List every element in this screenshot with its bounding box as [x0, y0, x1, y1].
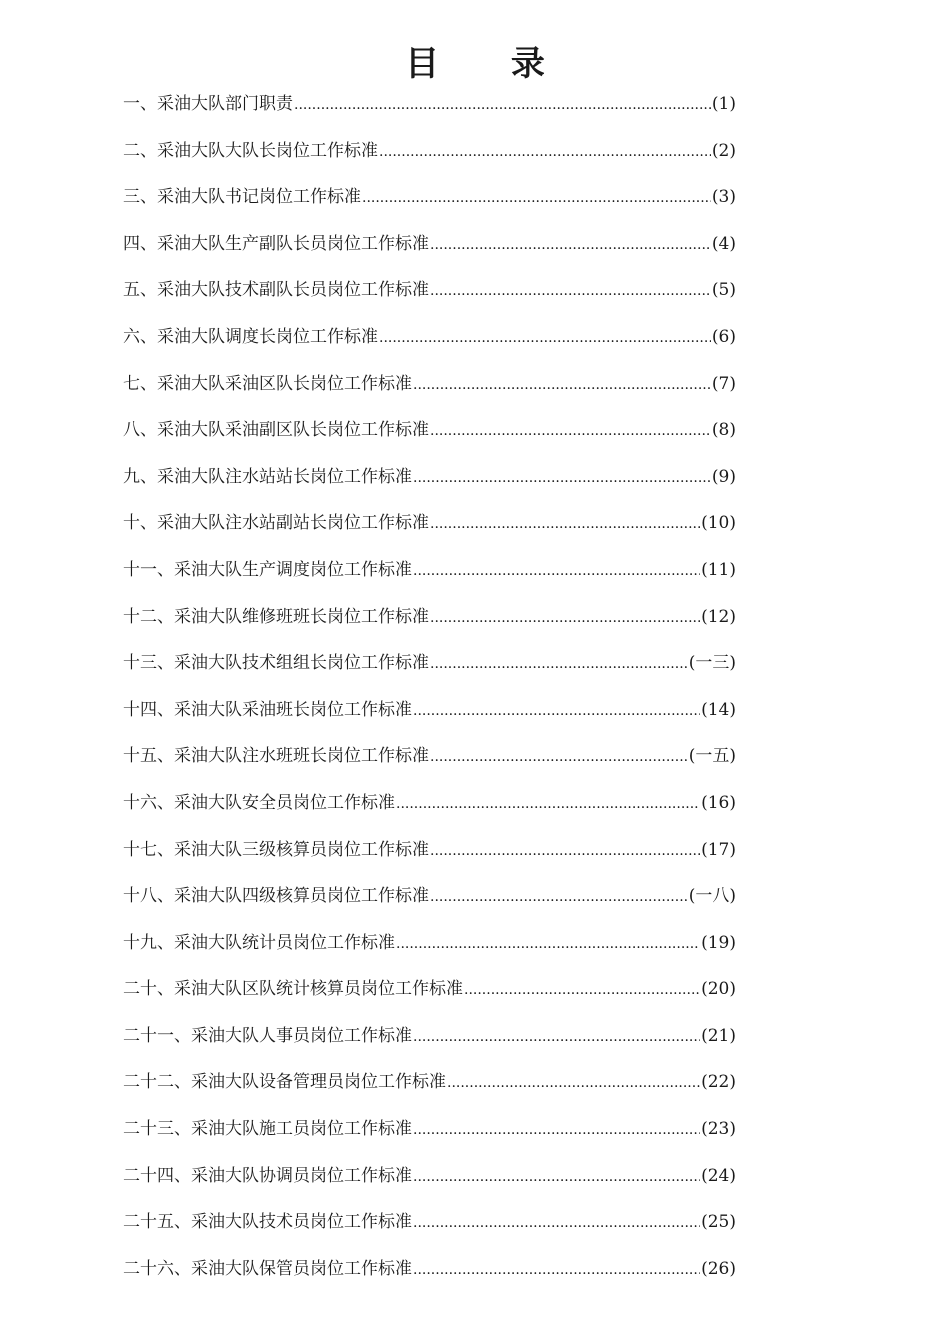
toc-dot-leader: [430, 271, 711, 311]
toc-entry[interactable]: [123, 131, 736, 178]
toc-dot-leader: [413, 691, 700, 731]
toc-entry[interactable]: [123, 783, 736, 830]
toc-entry[interactable]: [123, 1202, 736, 1249]
toc-entry-page-number: (21): [701, 1025, 736, 1046]
toc-dot-leader: [430, 598, 700, 638]
toc-dot-leader: [430, 644, 688, 684]
toc-entry[interactable]: [123, 690, 736, 737]
toc-dot-leader: [464, 970, 700, 1010]
toc-entry-page-number: (一五): [688, 746, 736, 767]
toc-entry-label: 二、采油大队大队长岗位工作标准: [123, 140, 378, 161]
toc-entry-label: 二十五、采油大队技术员岗位工作标准: [123, 1212, 412, 1233]
toc-entry-label: 三、采油大队书记岗位工作标准: [123, 187, 361, 208]
toc-entry-label: 九、采油大队注水站站长岗位工作标准: [123, 466, 412, 487]
toc-entry[interactable]: [123, 1109, 736, 1156]
toc-entry-label: 十六、采油大队安全员岗位工作标准: [123, 792, 395, 813]
toc-entry-page-number: (3): [711, 187, 736, 208]
toc-dot-leader: [396, 924, 700, 964]
toc-entry-page-number: (20): [701, 979, 736, 1000]
toc-entry-page-number: (一八): [688, 886, 736, 907]
toc-entry[interactable]: [123, 597, 736, 644]
toc-entry-page-number: (1): [711, 94, 736, 114]
toc-dot-leader: [294, 85, 711, 125]
toc-entry[interactable]: [123, 457, 736, 504]
toc-entry-label: 四、采油大队生产副队长员岗位工作标准: [123, 233, 429, 254]
toc-entry[interactable]: [123, 410, 736, 457]
toc-dot-leader: [362, 178, 711, 218]
toc-dot-leader: [379, 318, 711, 358]
toc-entry[interactable]: [123, 1016, 736, 1063]
toc-entry-label: 二十六、采油大队保管员岗位工作标准: [123, 1258, 412, 1279]
toc-entry-page-number: (24): [701, 1165, 736, 1186]
toc-entry-page-number: (22): [701, 1072, 736, 1093]
toc-entry[interactable]: [123, 1156, 736, 1203]
toc-dot-leader: [447, 1063, 700, 1103]
toc-entry-page-number: (4): [711, 233, 736, 254]
toc-dot-leader: [413, 1157, 700, 1197]
toc-entry[interactable]: [123, 503, 736, 550]
toc-dot-leader: [430, 225, 711, 265]
toc-entry-page-number: (26): [701, 1258, 736, 1279]
toc-entry-page-number: (25): [701, 1212, 736, 1233]
toc-entry-label: 十九、采油大队统计员岗位工作标准: [123, 932, 395, 953]
toc-dot-leader: [413, 1250, 700, 1290]
toc-dot-leader: [413, 365, 711, 405]
toc-dot-leader: [413, 1110, 700, 1150]
toc-dot-leader: [413, 1203, 700, 1243]
toc-entry-label: 十七、采油大队三级核算员岗位工作标准: [123, 839, 429, 860]
toc-entry-page-number: (9): [711, 466, 736, 487]
toc-entry-page-number: (19): [701, 932, 736, 953]
toc-entry-label: 十四、采油大队采油班长岗位工作标准: [123, 699, 412, 720]
toc-entry-page-number: (16): [701, 792, 736, 813]
toc-entry-page-number: (17): [701, 839, 736, 860]
toc-dot-leader: [430, 877, 688, 917]
toc-dot-leader: [413, 551, 700, 591]
toc-entry-label: 八、采油大队采油副区队长岗位工作标准: [123, 420, 429, 441]
toc-entry-label: 七、采油大队采油区队长岗位工作标准: [123, 373, 412, 394]
toc-entry-page-number: (11): [701, 559, 736, 580]
toc-entry-label: 二十一、采油大队人事员岗位工作标准: [123, 1025, 412, 1046]
toc-dot-leader: [430, 504, 700, 544]
toc-entry[interactable]: [123, 969, 736, 1016]
toc-dot-leader: [430, 831, 700, 871]
toc-dot-leader: [430, 411, 711, 451]
toc-entry[interactable]: [123, 1062, 736, 1109]
toc-entry-label: 十二、采油大队维修班班长岗位工作标准: [123, 606, 429, 627]
toc-entry-page-number: (10): [701, 513, 736, 534]
toc-entry-label: 五、采油大队技术副队长员岗位工作标准: [123, 280, 429, 301]
toc-entry-page-number: (6): [711, 326, 736, 347]
toc-entry-page-number: (23): [701, 1119, 736, 1140]
toc-entry-label: 十八、采油大队四级核算员岗位工作标准: [123, 886, 429, 907]
toc-entry-label: 二十四、采油大队协调员岗位工作标准: [123, 1165, 412, 1186]
toc-entry-label: 二十二、采油大队设备管理员岗位工作标准: [123, 1072, 446, 1093]
toc-dot-leader: [396, 784, 700, 824]
toc-entry[interactable]: [123, 177, 736, 224]
toc-entry-page-number: (7): [711, 373, 736, 394]
toc-title: 目 录: [405, 44, 575, 84]
toc-entry[interactable]: [123, 84, 736, 131]
toc-dot-leader: [430, 737, 688, 777]
toc-list: [123, 84, 736, 1295]
toc-entry-page-number: (2): [711, 140, 736, 161]
toc-dot-leader: [413, 458, 711, 498]
toc-entry-page-number: (一三): [688, 653, 736, 674]
toc-entry[interactable]: [123, 224, 736, 271]
toc-entry[interactable]: [123, 270, 736, 317]
toc-entry-label: 二十三、采油大队施工员岗位工作标准: [123, 1119, 412, 1140]
toc-dot-leader: [413, 1017, 700, 1057]
toc-entry-label: 二十、采油大队区队统计核算员岗位工作标准: [123, 979, 463, 1000]
toc-entry[interactable]: [123, 550, 736, 597]
toc-entry[interactable]: [123, 364, 736, 411]
toc-entry[interactable]: [123, 317, 736, 364]
toc-entry-page-number: (5): [711, 280, 736, 301]
toc-entry[interactable]: [123, 923, 736, 970]
toc-entry-label: 十三、采油大队技术组组长岗位工作标准: [123, 653, 429, 674]
toc-dot-leader: [379, 132, 711, 172]
toc-entry-label: 六、采油大队调度长岗位工作标准: [123, 326, 378, 347]
toc-entry-label: 十一、采油大队生产调度岗位工作标准: [123, 559, 412, 580]
toc-entry-page-number: (12): [701, 606, 736, 627]
toc-entry-page-number: (14): [701, 699, 736, 720]
toc-entry-label: 十、采油大队注水站副站长岗位工作标准: [123, 513, 429, 534]
toc-entry[interactable]: [123, 736, 736, 783]
toc-entry[interactable]: [123, 643, 736, 690]
toc-entry-label: 一、采油大队部门职责: [123, 94, 293, 114]
toc-entry[interactable]: [123, 830, 736, 877]
toc-entry[interactable]: [123, 876, 736, 923]
toc-entry[interactable]: [123, 1249, 736, 1296]
toc-entry-page-number: (8): [711, 420, 736, 441]
toc-entry-label: 十五、采油大队注水班班长岗位工作标准: [123, 746, 429, 767]
